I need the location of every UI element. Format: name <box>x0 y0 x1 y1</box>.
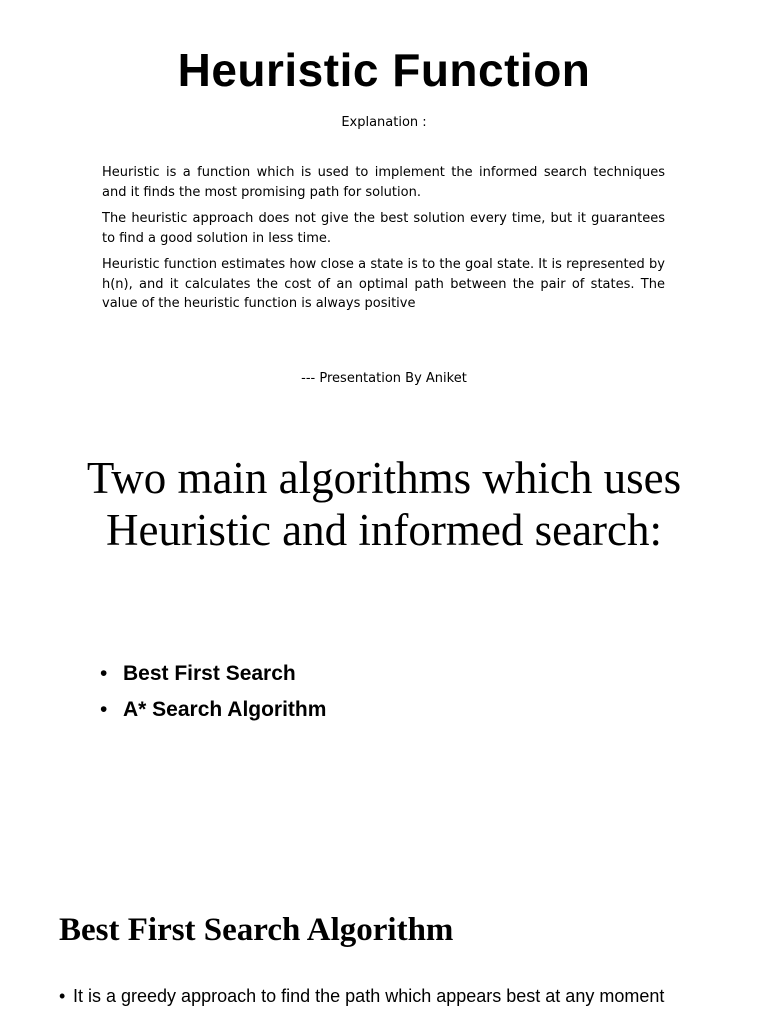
slide-heading: Best First Search Algorithm <box>59 912 454 948</box>
list-item <box>59 985 699 1007</box>
list-item-label: A* Search Algorithm <box>123 698 327 721</box>
list-item-label: Best First Search <box>123 662 296 685</box>
slide-heading: Two main algorithms which uses Heuristic and informed search: <box>86 453 682 555</box>
slide-subtitle: Explanation : <box>341 115 427 130</box>
list-item <box>100 662 326 698</box>
bullet-icon: • <box>100 662 108 685</box>
slide-body <box>102 163 665 321</box>
paragraph-approach: The heuristic approach does not give the best solution every time, but it guarantees to find a good solution in less time. <box>102 211 665 246</box>
slide-title: Heuristic Function <box>177 44 591 96</box>
presenter-credit: --- Presentation By Aniket <box>301 371 467 386</box>
list-item-label: It is a greedy approach to find the path which appears best at any moment <box>73 986 665 1006</box>
bullet-list <box>59 985 699 1007</box>
bullet-icon: • <box>59 986 66 1006</box>
list-item <box>100 698 326 734</box>
bullet-icon: • <box>100 698 108 721</box>
algorithm-list <box>100 662 326 734</box>
paragraph-definition: Heuristic is a function which is used to implement the informed search techniques and it finds the most promising path for solution. <box>102 165 665 200</box>
paragraph-estimate: Heuristic function estimates how close a state is to the goal state. It is represented by h(n), and it calculates the cost of an optimal path between the pair of states. The value of the heuristic function is always positive <box>102 257 665 311</box>
